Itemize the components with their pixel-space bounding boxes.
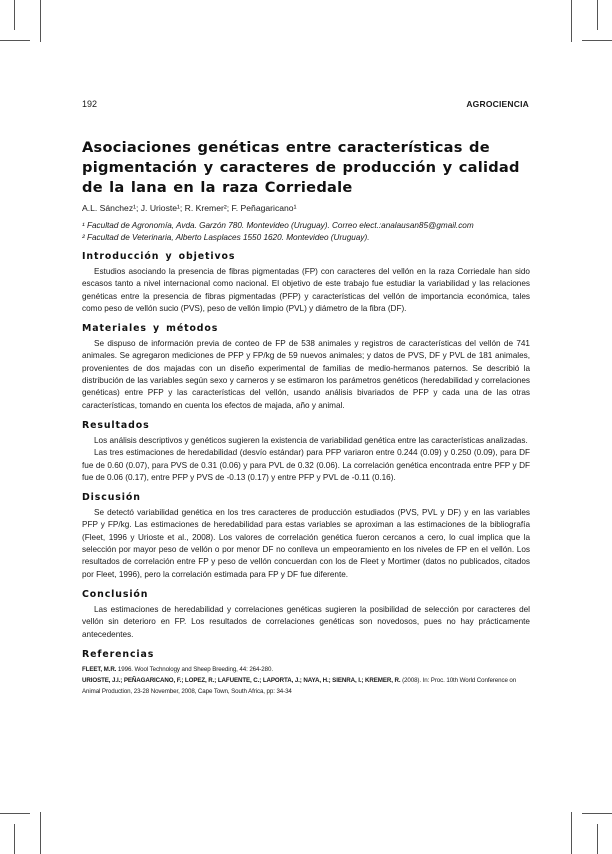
crop-mark (0, 40, 30, 41)
reference-text: (2008). In: Proc. 10th World Conference on Animal Production, 23-28 November, 2008, Cape Town, South Africa, pp: 34-34 (82, 676, 517, 695)
article-body (82, 138, 530, 705)
reference-text: 1996. Wool Technology and Sheep Breeding, 44: 264-280. (116, 665, 273, 673)
crop-mark (582, 813, 612, 814)
affiliation: ¹ Facultad de Agronomía, Avda. Garzón 780. Montevideo (Uruguay). Correo elect.:analausan85@gmail.com (82, 221, 474, 230)
crop-mark (597, 0, 598, 30)
paragraph: Se dispuso de información previa de conteo de FP de 538 animales y registros de características del vellón de 741 animales. Se agregaron mediciones de PFP y FP/kg de 59 nuevos animales; y datos de PVS, DF y PVL de 181 animales, provenientes de dos majadas con un diseño experimental de familias de medio-hermanos paternos. Se describió la distribución de las variables según sexo y carneros y se estimaron los parámetros genéticos (heredabilidad y correlaciones genéticas) entre PFP y las características del vellón, usando análisis bivariados de PFP y cada una de las otras características, tomando en cuenta los efectos de majada, año y animal. (82, 339, 530, 410)
author-list: A.L. Sánchez¹; J. Urioste¹; R. Kremer²; F. Peñagaricano¹ (82, 203, 297, 213)
crop-mark (40, 0, 41, 42)
crop-mark (597, 824, 598, 854)
crop-mark (14, 824, 15, 854)
section-results (82, 420, 530, 484)
section-conclusion (82, 589, 530, 641)
paragraph: Las tres estimaciones de heredabilidad (desvío estándar) para PFP variaron entre 0.244 (0.09) y 0.250 (0.09), para DF fue de 0.60 (0.07), para PVS de 0.31 (0.06) y para PVL de 0.32 (0.06). La correlación genética encontrada entre PFP y DF fue de 0.06 (0.17), entre PFP y PVS de -0.13 (0.17) y entre PFP y PVL de -0.11 (0.16). (82, 448, 530, 482)
affiliations (82, 220, 530, 244)
reference-item (82, 664, 530, 675)
reference-authors: URIOSTE, J.I.; PEÑAGARICANO, F.; LOPEZ, R.; LAFUENTE, C.; LAPORTA, J.; NAYA, H.; SIENRA, I.; KREMER, R. (82, 676, 401, 684)
paragraph: Los análisis descriptivos y genéticos sugieren la existencia de variabilidad genética entre las características analizadas. (94, 435, 528, 445)
section-references (82, 649, 530, 697)
article-title: Asociaciones genéticas entre características de pigmentación y caracteres de producción y calidad de la lana en la raza Corriedale (82, 139, 520, 196)
section-heading: Materiales y métodos (82, 323, 219, 335)
section-introduction (82, 251, 530, 315)
crop-mark (0, 813, 30, 814)
paragraph: Estudios asociando la presencia de fibras pigmentadas (FP) con caracteres del vellón en la raza Corriedale han sido escasos tanto a nivel internacional como nacional. El objetivo de este trabajo fue estudiar la variabilidad y las relaciones genéticas entre la presencia de fibras pigmentadas (PFP) y características del vellón de importancia económica, tales como peso de vellón sucio (PVS), peso de vellón limpio (PVL) y diámetro de la fibra (DF). (82, 267, 530, 313)
section-discussion (82, 492, 530, 581)
page-number: 192 (82, 99, 98, 109)
affiliation: ² Facultad de Veterinaria, Alberto Lasplaces 1550 1620. Montevideo (Uruguay). (82, 233, 370, 242)
section-heading: Resultados (82, 419, 150, 431)
crop-mark (14, 0, 15, 30)
paragraph: Se detectó variabilidad genética en los tres caracteres de producción estudiados (PVS, PVL y DF) y en las variables PFP y FP/kg. Las estimaciones de heredabilidad para estas variables se aproximan a las estimaciones de la bibliografía (Fleet, 1996 y Urioste et al., 2008). Los valores de correlación genética fueron cercanos a cero, lo cual implica que la selección por mayor peso de vellón o por menor DF no conlleva un empeoramiento en los niveles de FP en el vellón. Los resultados de correlación entre FP y peso de vellón concuerdan con los de Fleet y Mortimer (datos no publicados, citados por Fleet, 1996), pero la correlación estimada para FP y DF fue diferente. (82, 508, 530, 579)
crop-mark (40, 812, 41, 854)
crop-mark (582, 40, 612, 41)
section-heading: Introducción y objetivos (82, 251, 236, 262)
reference-item (82, 675, 530, 697)
running-header: AGROCIENCIA (466, 99, 529, 109)
crop-mark (571, 0, 572, 42)
paragraph: Las estimaciones de heredabilidad y correlaciones genéticas sugieren la posibilidad de selección por caracteres del vellón sin deterioro en FP. Los resultados de correlaciones genéticas son novedosos, pues no hay prácticamente antecedentes. (82, 604, 530, 639)
section-heading: Conclusión (82, 588, 149, 600)
crop-mark (571, 812, 572, 854)
section-heading: Discusión (82, 492, 141, 504)
reference-authors: FLEET, M.R. (82, 665, 117, 673)
section-methods (82, 323, 530, 412)
section-heading: Referencias (82, 648, 155, 660)
